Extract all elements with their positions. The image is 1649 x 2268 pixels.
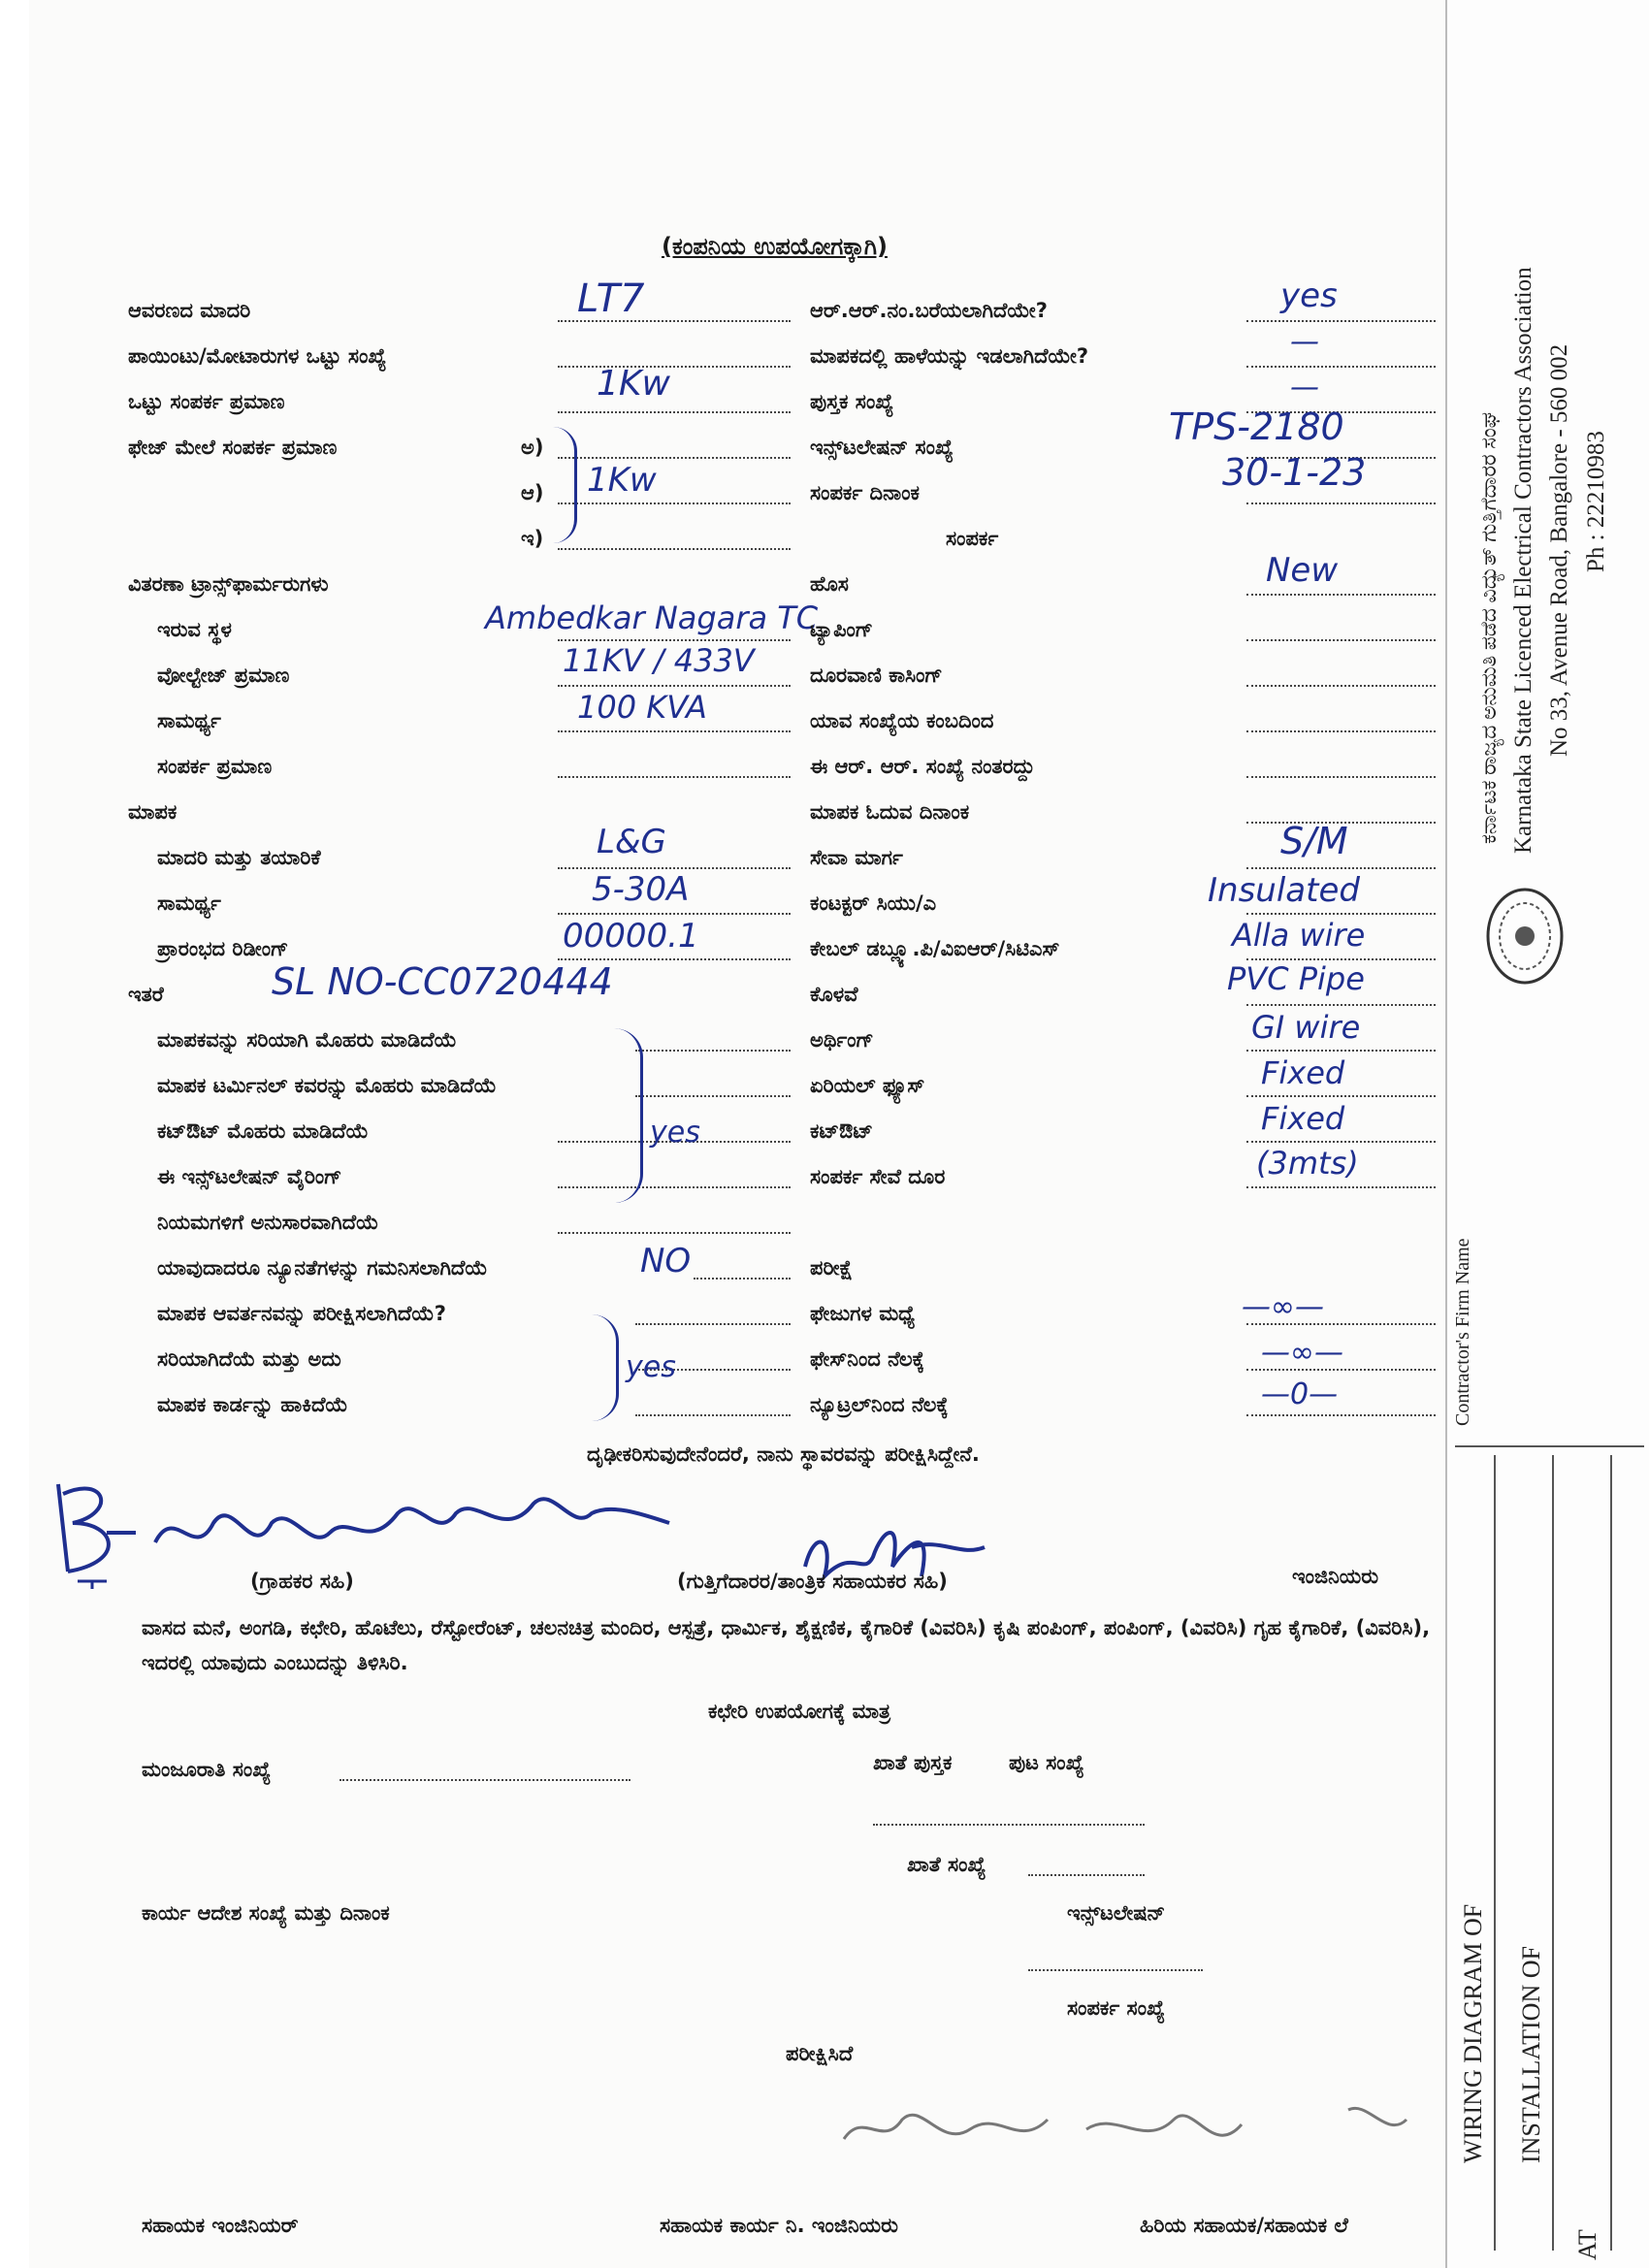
work-order-label: ಕಾರ್ಯ ಆದೇಶ ಸಂಖ್ಯೆ ಮತ್ತು ದಿನಾಂಕ xyxy=(142,1901,390,1925)
association-phone: Ph : 22210983 xyxy=(1583,431,1609,572)
sidebar-divider xyxy=(1455,1445,1644,1447)
right-label: ನ್ಯೂಟ್ರಲ್‌ನಿಂದ ನೆಲಕ್ಕೆ xyxy=(810,1393,949,1416)
left-label: ಸಾಮರ್ಥ್ಯ xyxy=(157,891,221,915)
meter-yes-value: yes xyxy=(626,1350,676,1384)
sidebar-rule xyxy=(1494,1455,1496,2251)
premises-type-value: LT7 xyxy=(577,276,645,321)
phase-bracket xyxy=(553,427,577,543)
left-label: ಇತರೆ xyxy=(128,983,164,1006)
usage-text: ವಾಸದ ಮನೆ, ಅಂಗಡಿ, ಕಛೇರಿ, ಹೊಟೆಲು, ರೆಸ್ಟೋರೆಂಟ್, ಚಲನಚಿತ್ರ ಮಂದಿರ, ಆಸ್ಪತ್ರೆ, ಧಾರ್ಮಿಕ, ಶೈಕ್ಷಣಿಕ, ಕೈಗಾರಿಕೆ (ವಿವರಿಸಿ) ಕೃಷಿ ಪಂಪಿಂಗ್, ಪಂಪಿಂಗ್, (ವಿವರಿಸಿ) ಗೃಹ ಕೈಗಾರಿಕೆ, (ವಿವರಿಸಿ), ಇದರಲ್ಲಿ ಯಾವುದು ಎಂಬುದನ್ನು ತಿಳಿಸಿರಿ. xyxy=(142,1616,1431,1674)
phase-phase-value: —∞— xyxy=(1242,1290,1324,1324)
sidebar-strip xyxy=(1445,0,1649,2268)
right-label: ಕೊಳವೆ xyxy=(810,983,858,1006)
left-label: ಇರುವ ಸ್ಥಳ xyxy=(157,618,232,641)
right-label: ಈ ಆರ್. ಆರ್. ಸಂಖ್ಯೆ ನಂತರದ್ದು xyxy=(810,755,1035,778)
right-label: ಹೊಸ xyxy=(810,572,849,596)
connection-number-label: ಸಂಪರ್ಕ ಸಂಖ್ಯೆ xyxy=(1067,1996,1166,2020)
association-kannada-title: ಕರ್ನಾಟಕ ರಾಜ್ಯದ ಅನುಮತಿ ಪಡೆದ ವಿದ್ಯುತ್ ಗುತ್ತಿಗೆದಾರರ ಸಂಘ xyxy=(1476,411,1501,844)
right-label: ಸೇವಾ ಮಾರ್ಗ xyxy=(810,846,903,869)
book-number-value: — xyxy=(1290,371,1319,405)
left-label: ಮಾದರಿ ಮತ್ತು ತಯಾರಿಕೆ xyxy=(157,846,321,869)
sidebar-rule xyxy=(1610,1455,1612,2251)
phase-a-label: ಅ) xyxy=(521,436,544,459)
seal-bracket xyxy=(601,1028,643,1203)
left-label: ಆವರಣದ ಮಾದರಿ xyxy=(128,299,251,322)
consumer-signature-label: (ಗ್ರಾಹಕರ ಸಹಿ) xyxy=(250,1570,354,1593)
office-heading: ಕಛೇರಿ ಉಪಯೋಗಕ್ಕೆ ಮಾತ್ರ xyxy=(708,1700,891,1723)
inspected-label: ಪರೀಕ್ಷಿಸಿದೆ xyxy=(786,2042,854,2065)
conduit-value: PVC Pipe xyxy=(1227,960,1365,997)
right-label: ಸಂಪರ್ಕ ಸೇವೆ ದೂರ xyxy=(810,1165,946,1188)
left-label: ಸಂಪರ್ಕ ಪ್ರಮಾಣ xyxy=(157,755,273,778)
transformer-location-value: Ambedkar Nagara TC xyxy=(485,599,819,636)
right-label: ಕೇಬಲ್ ಡಬ್ಲ್ಯೂ.ಪಿ/ವಿಐಆರ್/ಸಿಟಿಎಸ್ xyxy=(810,937,1060,960)
right-label: ಸಂಪರ್ಕ xyxy=(946,527,999,550)
left-label: ಮಾಪಕ ಕಾರ್ಡನ್ನು ಹಾಕಿದೆಯೆ xyxy=(157,1393,348,1416)
left-label: ಕಟ್‌ಔಟ್ ಮೊಹರು ಮಾಡಿದೆಯೆ xyxy=(157,1119,369,1143)
certification-text: ದೃಢೀಕರಿಸುವುದೇನೆಂದರೆ, ನಾನು ಸ್ಥಾವರವನ್ನು ಪರೀಕ್ಷಿಸಿದ್ದೇನೆ. xyxy=(587,1442,980,1466)
right-label: ಮಾಪಕ ಓದುವ ದಿನಾಂಕ xyxy=(810,800,970,824)
neutral-earth-value: —0— xyxy=(1261,1377,1339,1411)
right-label: ಕಟ್‌ಔಟ್ xyxy=(810,1119,873,1143)
aerial-fuse-value: Fixed xyxy=(1261,1054,1345,1091)
right-label: ಪುಸ್ತಕ ಸಂಖ್ಯೆ xyxy=(810,390,894,413)
phase-earth-value: —∞— xyxy=(1261,1336,1343,1370)
contractor-firm-label: Contractor's Firm Name xyxy=(1452,1238,1473,1426)
left-label: ವಿತರಣಾ ಟ್ರಾನ್ಸ್‌ಫಾರ್ಮರುಗಳು xyxy=(128,572,329,596)
capacity-value: 100 KVA xyxy=(577,689,707,726)
association-address: No 33, Avenue Road, Bangalore - 560 002 xyxy=(1546,343,1572,757)
right-label: ಪರೀಕ್ಷೆ xyxy=(810,1256,854,1280)
voltage-value: 11KV / 433V xyxy=(563,642,755,679)
right-label: ಅರ್ಥಿಂಗ್ xyxy=(810,1028,874,1052)
total-load-value: 1Kw xyxy=(597,364,670,404)
right-label: ದೂರವಾಣಿ ಕಾಸಿಂಗ್ xyxy=(810,664,943,687)
left-label: ಸರಿಯಾಗಿದೆಯೆ ಮತ್ತು ಅದು xyxy=(157,1347,341,1371)
right-label: ಏರಿಯಲ್ ಫ್ಯೂಸ್ xyxy=(810,1074,925,1097)
rr-number-value: yes xyxy=(1280,276,1338,315)
phase-c-label: ಇ) xyxy=(521,527,544,550)
left-label: ಮಾಪಕ xyxy=(128,800,178,824)
wiring-diagram-label: WIRING DIAGRAM OF xyxy=(1459,1903,1487,2163)
account-number-label: ಖಾತೆ ಸಂಖ್ಯೆ xyxy=(907,1853,986,1876)
sanction-label: ಮಂಜೂರಾತಿ ಸಂಖ್ಯೆ xyxy=(142,1758,272,1781)
right-label: ಟ್ಯಾಪಿಂಗ್ xyxy=(810,618,873,641)
left-label: ಪ್ರಾರಂಭದ ರಿಡೀಂಗ್ xyxy=(157,937,289,960)
meter-make-value: L&G xyxy=(597,823,666,861)
inspector-signature xyxy=(824,2081,1426,2168)
assistant-engineer-label: ಸಹಾಯಕ ಇಂಜಿನಿಯರ್ xyxy=(142,2214,299,2237)
association-english-title: Karnataka State Licenced Electrical Contractors Association xyxy=(1510,267,1536,854)
form-title: (ಕಂಪನಿಯ ಉಪಯೋಗಕ್ಕಾಗಿ) xyxy=(662,233,888,260)
form-page xyxy=(29,0,1445,2268)
cutout-value: Fixed xyxy=(1261,1100,1345,1137)
right-label: ಫೇಜುಗಳ ಮಧ್ಯೆ xyxy=(810,1302,916,1325)
installation-label: ಇನ್ಸ್‌ಟಲೇಷನ್ xyxy=(1067,1901,1166,1925)
assistant-executive-engineer-label: ಸಹಾಯಕ ಕಾರ್ಯ ನಿ. ಇಂಜಿನಿಯರು xyxy=(660,2214,898,2237)
left-label: ಸಾಮರ್ಥ್ಯ xyxy=(157,709,221,732)
left-label: ಮಾಪಕವನ್ನು ಸರಿಯಾಗಿ ಮೊಹರು ಮಾಡಿದೆಯೆ xyxy=(157,1028,457,1052)
right-label: ಇನ್ಸ್‌ಟಲೇಷನ್ ಸಂಖ್ಯೆ xyxy=(810,436,954,459)
left-label: ಒಟ್ಟು ಸಂಪರ್ಕ ಪ್ರಮಾಣ xyxy=(128,390,285,413)
left-label: ಪಾಯಿಂಟು/ಮೋಟಾರುಗಳ ಒಟ್ಟು ಸಂಖ್ಯೆ xyxy=(128,344,387,368)
installation-number-value: TPS-2180 xyxy=(1169,405,1344,448)
at-label: AT xyxy=(1573,2229,1601,2260)
left-label: ಮಾಪಕ ಆವರ್ತನವನ್ನು ಪರೀಕ್ಷಿಸಲಾಗಿದೆಯೆ? xyxy=(157,1302,446,1325)
left-label: ಮಾಪಕ ಟರ್ಮಿನಲ್ ಕವರನ್ನು ಮೊಹರು ಮಾಡಿದೆಯೆ xyxy=(157,1074,497,1097)
consumer-signature xyxy=(48,1455,708,1591)
defects-value: NO xyxy=(640,1242,692,1280)
left-label: ವೋಲ್ಟೇಜ್ ಪ್ರಮಾಣ xyxy=(157,664,290,687)
right-label: ಆರ್.ಆರ್.ನಂ.ಬರೆಯಲಾಗಿದೆಯೇ? xyxy=(810,299,1048,322)
serial-number-value: SL NO-CC0720444 xyxy=(272,960,613,1003)
new-connection-value: New xyxy=(1266,551,1339,590)
seal-yes-value: yes xyxy=(650,1116,700,1150)
phase-b-value: 1Kw xyxy=(587,461,657,500)
initial-reading-value: 00000.1 xyxy=(563,917,699,956)
phase-b-label: ಆ) xyxy=(521,481,544,504)
senior-assistant-label: ಹಿರಿಯ ಸಹಾಯಕ/ಸಹಾಯಕ ಲೆ xyxy=(1140,2214,1348,2237)
left-label: ಈ ಇನ್ಸ್‌ಟಲೇಷನ್ ವೈರಿಂಗ್ xyxy=(157,1165,342,1188)
right-label: ಫೇಸ್‌ನಿಂದ ನೆಲಕ್ಕೆ xyxy=(810,1347,924,1371)
page-number-label: ಪುಟ ಸಂಖ್ಯೆ xyxy=(1009,1751,1084,1774)
left-label: ಯಾವುದಾದರೂ ನ್ಯೂನತೆಗಳನ್ನು ಗಮನಿಸಲಾಗಿದೆಯೆ xyxy=(157,1256,488,1280)
cable-value: Alla wire xyxy=(1232,917,1366,954)
association-emblem-icon xyxy=(1481,883,1568,989)
right-label: ಸಂಪರ್ಕ ದಿನಾಂಕ xyxy=(810,481,920,504)
service-distance-value: (3mts) xyxy=(1256,1145,1359,1182)
right-label: ಕಂಟಕ್ಟರ್ ಸಿಯು/ಎ xyxy=(810,891,937,915)
meter-bracket xyxy=(592,1314,619,1421)
ledger-label: ಖಾತೆ ಪುಸ್ತಕ xyxy=(873,1751,953,1774)
earthing-value: GI wire xyxy=(1251,1009,1361,1046)
conductor-value: Insulated xyxy=(1208,871,1360,910)
service-main-value: S/M xyxy=(1280,820,1348,862)
connection-date-value: 30-1-23 xyxy=(1222,451,1367,494)
right-label: ಯಾವ ಸಂಖ್ಯೆಯ ಕಂಬದಿಂದ xyxy=(810,709,994,732)
left-label: ನಿಯಮಗಳಿಗೆ ಅನುಸಾರವಾಗಿದೆಯೆ xyxy=(157,1211,379,1234)
sidebar-rule xyxy=(1552,1455,1554,2251)
installation-of-label: INSTALLATION OF xyxy=(1517,1946,1545,2163)
meter-capacity-value: 5-30A xyxy=(592,870,690,909)
contractor-signature-label: (ಗುತ್ತಿಗೆದಾರರ/ತಾಂತ್ರಿಕ ಸಹಾಯಕರ ಸಹಿ) xyxy=(677,1570,948,1593)
right-label: ಮಾಪಕದಲ್ಲಿ ಹಾಳೆಯನ್ನು ಇಡಲಾಗಿದೆಯೇ? xyxy=(810,344,1089,368)
meter-sheet-value: — xyxy=(1290,325,1319,359)
left-label: ಫೇಜ್ ಮೇಲೆ ಸಂಪರ್ಕ ಪ್ರಮಾಣ xyxy=(128,436,338,459)
engineer-label: ಇಂಜಿನಿಯರು xyxy=(1292,1565,1379,1588)
